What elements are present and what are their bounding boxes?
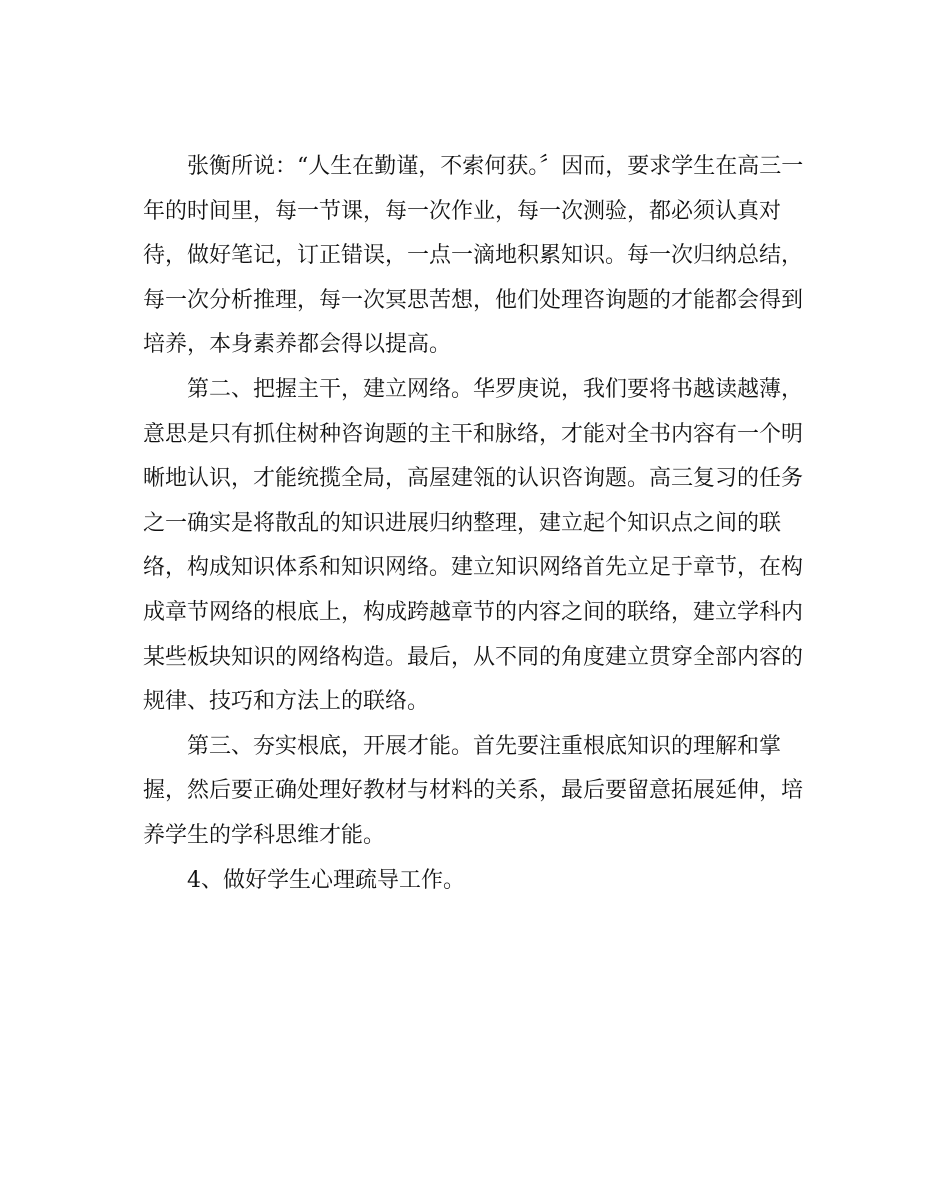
text-line: 第三、夯实根底，开展才能。首先要注重根底知识的理解和掌 xyxy=(187,733,782,759)
text-line: 张衡所说：“人生在勤谨，不索何获。〞因而，要求学生在高三一 xyxy=(187,154,804,179)
body-text xyxy=(143,145,807,903)
text-line: 待，做好笔记，订正错误，一点一滴地积累知识。每一次归纳总结， xyxy=(143,243,804,269)
text-line: 某些板块知识的网络构造。最后，从不同的角度建立贯穿全部内容的 xyxy=(143,644,804,670)
text-line: 第二、把握主干，建立网络。华罗庚说，我们要将书越读越薄， xyxy=(187,376,804,402)
text-line: 晰地认识，才能统揽全局，高屋建瓴的认识咨询题。高三复习的任务 xyxy=(143,466,804,492)
text-line: 年的时间里，每一节课，每一次作业，每一次测验，都必须认真对 xyxy=(143,198,782,224)
text-line: 养学生的学科思维才能。 xyxy=(143,822,386,848)
text-line: 4、做好学生心理疏导工作。 xyxy=(187,867,465,893)
text-line: 握，然后要正确处理好教材与材料的关系，最后要留意拓展延伸，培 xyxy=(143,778,804,804)
text-line: 意思是只有抓住树种咨询题的主干和脉络，才能对全书内容有一个明 xyxy=(143,421,804,447)
text-line: 每一次分析推理，每一次冥思苦想，他们处理咨询题的才能都会得到 xyxy=(143,287,804,313)
text-line: 络，构成知识体系和知识网络。建立知识网络首先立足于章节，在构 xyxy=(143,555,804,581)
text-line: 之一确实是将散乱的知识进展归纳整理，建立起个知识点之间的联 xyxy=(143,510,782,536)
text-line: 培养，本身素养都会得以提高。 xyxy=(143,332,452,358)
text-line: 规律、技巧和方法上的联络。 xyxy=(143,689,430,715)
text-line: 成章节网络的根底上，构成跨越章节的内容之间的联络，建立学科内 xyxy=(143,599,804,625)
